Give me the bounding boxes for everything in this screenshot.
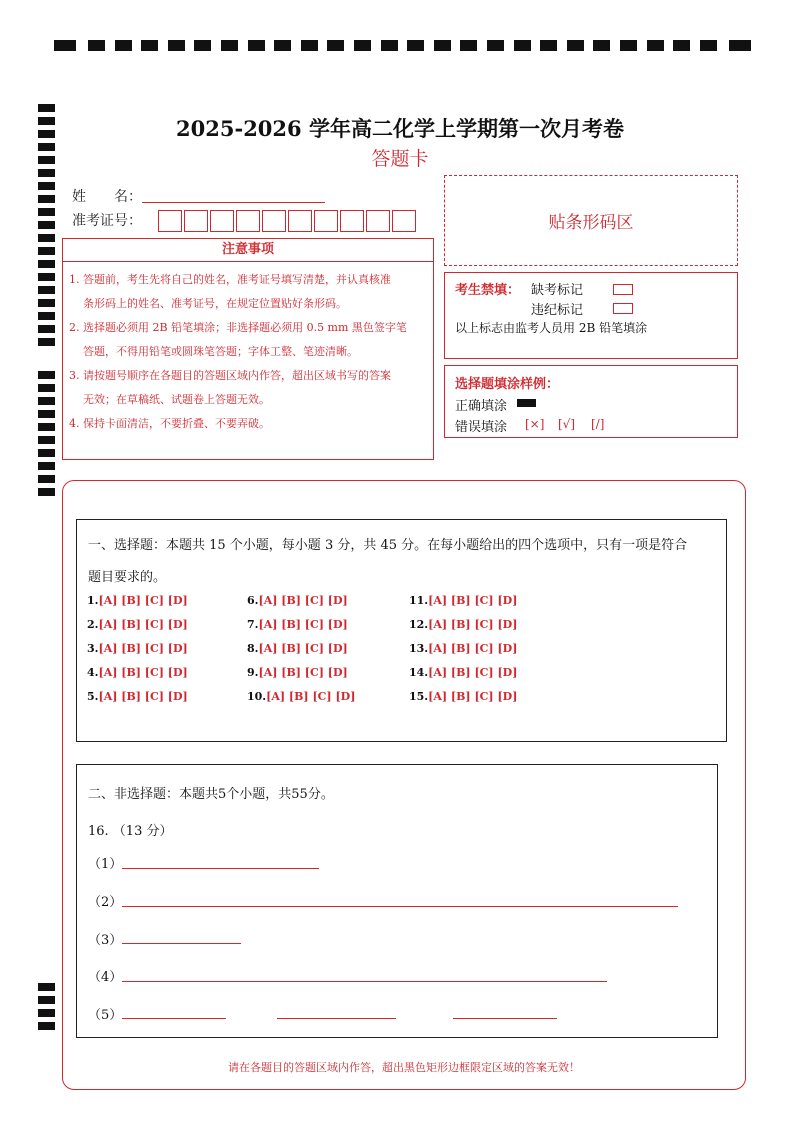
question-7[interactable]: 7.[A] [B] [C] [D] <box>247 618 348 631</box>
q16-part-4-label: （4） <box>88 970 123 985</box>
name-field[interactable] <box>142 202 325 203</box>
alignment-marker <box>38 312 55 320</box>
fill-sample-panel <box>444 365 738 438</box>
alignment-marker <box>88 40 105 51</box>
alignment-marker <box>194 40 211 51</box>
q16-part-1-answer-line[interactable] <box>122 868 319 869</box>
alignment-marker <box>38 423 55 431</box>
alignment-marker <box>407 40 424 51</box>
wrong-fill-example-3: [/] <box>591 417 605 431</box>
forbidden-panel <box>444 272 738 359</box>
alignment-marker <box>354 40 371 51</box>
exam-title: 2025-2026 学年高二化学上学期第一次月考卷 <box>176 116 624 141</box>
alignment-marker <box>115 40 132 51</box>
alignment-marker <box>620 40 637 51</box>
question-12[interactable]: 12.[A] [B] [C] [D] <box>409 618 518 631</box>
alignment-marker <box>141 40 158 51</box>
notice-panel <box>62 238 434 460</box>
alignment-marker <box>38 221 55 229</box>
q16-part-5-answer-line-b[interactable] <box>277 1018 396 1019</box>
question-11[interactable]: 11.[A] [B] [C] [D] <box>409 594 518 607</box>
absent-mark-box[interactable] <box>613 284 633 295</box>
alignment-marker <box>647 40 664 51</box>
id-digit-box[interactable] <box>158 210 182 232</box>
alignment-marker <box>567 40 584 51</box>
wrong-fill-example-1: [×] <box>525 417 545 431</box>
alignment-marker <box>301 40 318 51</box>
notice-item: 2. 选择题必须用 2B 铅笔填涂；非选择题必须用 0.5 mm 黑色签字笔 <box>69 321 407 334</box>
alignment-marker <box>729 40 751 51</box>
correct-fill-label: 正确填涂 <box>455 399 508 414</box>
alignment-marker <box>327 40 344 51</box>
violation-mark-label: 违纪标记 <box>531 303 584 318</box>
question-15[interactable]: 15.[A] [B] [C] [D] <box>409 690 518 703</box>
alignment-marker <box>38 475 55 483</box>
question-5[interactable]: 5.[A] [B] [C] [D] <box>87 690 188 703</box>
alignment-marker <box>38 371 55 379</box>
alignment-marker <box>460 40 477 51</box>
alignment-marker <box>38 996 55 1004</box>
fill-sample-title: 选择题填涂样例： <box>455 377 560 392</box>
alignment-marker <box>38 260 55 268</box>
wrong-fill-example-2: [√] <box>558 417 576 431</box>
alignment-marker <box>38 338 55 346</box>
notice-item-cont: 条形码上的姓名、准考证号，在规定位置贴好条形码。 <box>83 297 347 310</box>
question-13[interactable]: 13.[A] [B] [C] [D] <box>409 642 518 655</box>
alignment-marker <box>168 40 185 51</box>
notice-title: 注意事项 <box>63 239 433 262</box>
violation-mark-box[interactable] <box>613 303 633 314</box>
id-digit-box[interactable] <box>262 210 286 232</box>
alignment-marker <box>593 40 610 51</box>
q16-part-5-answer-line-c[interactable] <box>453 1018 557 1019</box>
alignment-marker <box>38 449 55 457</box>
section1-instructions: 一、选择题：本题共 15 个小题，每小题 3 分，共 45 分。在每小题给出的四个选项中，只有一项是符合 <box>88 538 688 553</box>
exam-id-label: 准考证号： <box>72 213 142 229</box>
alignment-marker <box>38 104 55 112</box>
alignment-marker <box>38 325 55 333</box>
alignment-marker <box>700 40 717 51</box>
alignment-marker <box>38 1022 55 1030</box>
question-1[interactable]: 1.[A] [B] [C] [D] <box>87 594 188 607</box>
question-10[interactable]: 10.[A] [B] [C] [D] <box>247 690 356 703</box>
id-digit-box[interactable] <box>184 210 208 232</box>
alignment-marker <box>54 40 76 51</box>
alignment-marker <box>274 40 291 51</box>
answer-card-subtitle: 答题卡 <box>371 148 429 170</box>
wrong-fill-label: 错误填涂 <box>455 420 508 435</box>
alignment-marker <box>38 1009 55 1017</box>
notice-item-cont: 答题，不得用铅笔或圆珠笔答题；字体工整、笔迹清晰。 <box>83 345 358 358</box>
notice-list <box>63 262 433 436</box>
notice-item: 4. 保持卡面清洁，不要折叠、不要弄破。 <box>69 417 270 430</box>
id-digit-box[interactable] <box>314 210 338 232</box>
alignment-marker <box>38 208 55 216</box>
alignment-marker <box>248 40 265 51</box>
open-answer-section <box>76 764 718 1038</box>
question-8[interactable]: 8.[A] [B] [C] [D] <box>247 642 348 655</box>
alignment-marker <box>38 182 55 190</box>
id-digit-box[interactable] <box>210 210 234 232</box>
alignment-marker <box>673 40 690 51</box>
question-3[interactable]: 3.[A] [B] [C] [D] <box>87 642 188 655</box>
alignment-marker <box>38 488 55 496</box>
alignment-marker <box>38 384 55 392</box>
id-digit-box[interactable] <box>366 210 390 232</box>
q16-part-2-label: （2） <box>88 895 123 910</box>
alignment-marker <box>38 247 55 255</box>
notice-item: 1. 答题前，考生先将自己的姓名，准考证号填写清楚，并认真核准 <box>69 273 391 286</box>
correct-fill-example <box>517 399 536 407</box>
question-2[interactable]: 2.[A] [B] [C] [D] <box>87 618 188 631</box>
alignment-marker <box>38 410 55 418</box>
alignment-marker <box>38 299 55 307</box>
barcode-area: 贴条形码区 <box>444 175 738 266</box>
exam-id-boxes[interactable] <box>158 210 418 232</box>
q16-part-3-label: （3） <box>88 933 123 948</box>
alignment-marker <box>38 462 55 470</box>
alignment-marker <box>38 234 55 242</box>
alignment-marker <box>487 40 504 51</box>
q16-part-3-answer-line[interactable] <box>122 943 241 944</box>
alignment-marker <box>540 40 557 51</box>
id-digit-box[interactable] <box>236 210 260 232</box>
alignment-marker <box>38 397 55 405</box>
alignment-marker <box>514 40 531 51</box>
alignment-marker <box>38 286 55 294</box>
q16-part-1-label: （1） <box>88 857 123 872</box>
notice-item-cont: 无效；在草稿纸、试题卷上答题无效。 <box>83 393 270 406</box>
q16-part-5-label: （5） <box>88 1008 123 1023</box>
question-4[interactable]: 4.[A] [B] [C] [D] <box>87 666 188 679</box>
forbidden-note: 以上标志由监考人员用 2B 铅笔填涂 <box>455 321 648 335</box>
question-6[interactable]: 6.[A] [B] [C] [D] <box>247 594 348 607</box>
id-digit-box[interactable] <box>288 210 312 232</box>
question-16-heading: 16. （13 分） <box>88 824 173 839</box>
alignment-marker <box>221 40 238 51</box>
absent-mark-label: 缺考标记 <box>531 283 584 298</box>
alignment-marker <box>381 40 398 51</box>
question-14[interactable]: 14.[A] [B] [C] [D] <box>409 666 518 679</box>
alignment-marker <box>38 436 55 444</box>
q16-part-4-answer-line[interactable] <box>122 981 607 982</box>
section1-instructions-cont: 题目要求的。 <box>88 570 167 585</box>
forbidden-title: 考生禁填： <box>455 283 521 298</box>
alignment-marker <box>38 273 55 281</box>
alignment-marker <box>38 983 55 991</box>
section2-title: 二、非选择题：本题共5个小题，共55分。 <box>88 787 334 802</box>
q16-part-5-answer-line-a[interactable] <box>122 1018 226 1019</box>
id-digit-box[interactable] <box>392 210 416 232</box>
q16-part-2-answer-line[interactable] <box>122 906 678 907</box>
alignment-marker <box>38 195 55 203</box>
notice-item: 3. 请按题号顺序在各题目的答题区域内作答，超出区域书写的答案 <box>69 369 391 382</box>
question-9[interactable]: 9.[A] [B] [C] [D] <box>247 666 348 679</box>
footer-warning: 请在各题目的答题区域内作答，超出黑色矩形边框限定区域的答案无效！ <box>228 1061 580 1074</box>
id-digit-box[interactable] <box>340 210 364 232</box>
alignment-marker <box>434 40 451 51</box>
name-label: 姓 名： <box>72 189 142 205</box>
